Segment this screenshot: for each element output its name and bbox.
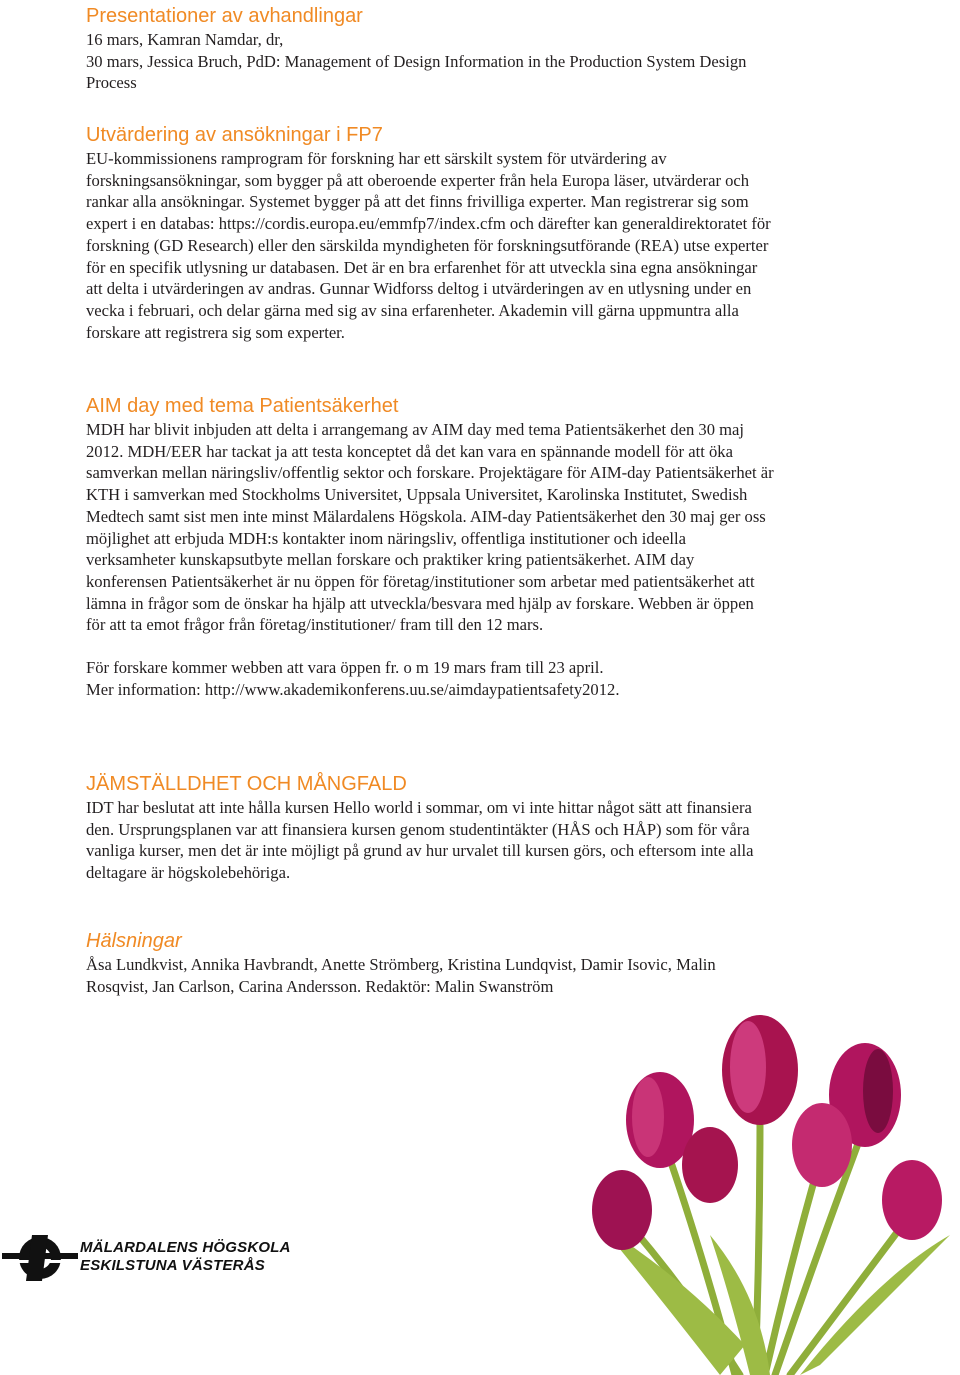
section-heading: AIM day med tema Patientsäkerhet <box>86 395 399 417</box>
section-body: Åsa Lundkvist, Annika Havbrandt, Anette Strömberg, Kristina Lundqvist, Damir Isovic, Malin Rosqvist, Jan Carlson, Carina Andersson. Redaktör: Malin Swanström <box>86 955 716 996</box>
section-body: EU-kommissionens ramprogram för forskning har ett särskilt system för utvärdering av forskningsansökningar, som bygger på att oberoende experter från hela Europa läser, utvärderar och rankar alla ansökningar. Systemet bygger på att det finns frivilliga experter. Man registrerar sig som expert i en databas: https://cordis.europa.eu/emmfp7/index.cfm och därefter kan generaldirektoratet för forskning (GD Research) eller den särskilda myndigheten för forskningsutförande (REA) utse experter för en specifik utlysning ur databasen. Det är en bra erfarenhet för att utveckla sina egna ansökningar att delta i utvärderingen av andras. Gunnar Widforss deltog i utvärderingen av en utlysning under en vecka i februari, och delar gärna med sig av sina erfarenheter. Akademin vill gärna uppmuntra alla forskare att registrera sig som experter. <box>86 149 771 342</box>
section-aim-day <box>86 394 776 700</box>
section-heading: Utvärdering av ansökningar i FP7 <box>86 124 383 146</box>
section-body: MDH har blivit inbjuden att delta i arrangemang av AIM day med tema Patientsäkerhet den 30 maj 2012. MDH/EER har tackat ja att testa konceptet då det kan vara en spännande modell för att öka samverkan mellan näringsliv/offentlig sektor och forskare. Projektägare för AIM-day Patientsäkerhet är KTH i samverkan med Stockholms Universitet, Uppsala Universitet, Karolinska Institutet, Swedish Medtech samt sist men inte minst Mälardalens Högskola. AIM-day Patientsäkerhet den 30 maj ger oss möjlighet att erbjuda MDH:s kontakter inom näringsliv, offentliga institutioner och ideella verksamheter kunskapsutbyte mellan forskare och praktiker kring patientsäkerhet. AIM day konferensen Patientsäkerhet är nu öppen för företag/institutioner som arbetar med patientsäkerhet att lämna in frågor som de önskar ha hjälp att utveckla/besvara med hjälp av forskare. Webben är öppen för att ta emot frågor från företag/institutioner/ fram till den 12 mars. <box>86 420 774 635</box>
logo-line-1: MÄLARDALENS HÖGSKOLA <box>80 1239 291 1256</box>
section-body: 16 mars, Kamran Namdar, dr, 30 mars, Jessica Bruch, PdD: Management of Design Information in the Production System Design Process <box>86 30 747 93</box>
section-heading: Presentationer av avhandlingar <box>86 5 363 27</box>
section-equality <box>86 772 776 884</box>
section-fp7 <box>86 123 776 343</box>
section-note: För forskare kommer webben att vara öppen fr. o m 19 mars fram till 23 april. Mer information: http://www.akademikonferens.uu.se/aimdaypatientsafety2012. <box>86 658 620 699</box>
section-heading: JÄMSTÄLLDHET OCH MÅNGFALD <box>86 773 407 795</box>
section-presentations <box>86 4 776 94</box>
tulips-image <box>560 985 960 1375</box>
tulip-flowers <box>592 1015 942 1250</box>
section-heading: Hälsningar <box>86 930 182 952</box>
logo-line-2: ESKILSTUNA VÄSTERÅS <box>80 1257 265 1274</box>
section-body: IDT har beslutat att inte hålla kursen Hello world i sommar, om vi inte hittar något sätt att finansiera den. Ursprungsplanen var att finansiera kursen genom studentintäkter (HÅS och HÅP) som för våra vanliga kurser, men det är inte möjligt på grund av hur urvalet till kursen görs, och eftersom inte alla deltagare är högskolebehöriga. <box>86 798 754 883</box>
logo-mark-icon <box>2 1232 78 1284</box>
university-logo <box>0 1230 291 1290</box>
